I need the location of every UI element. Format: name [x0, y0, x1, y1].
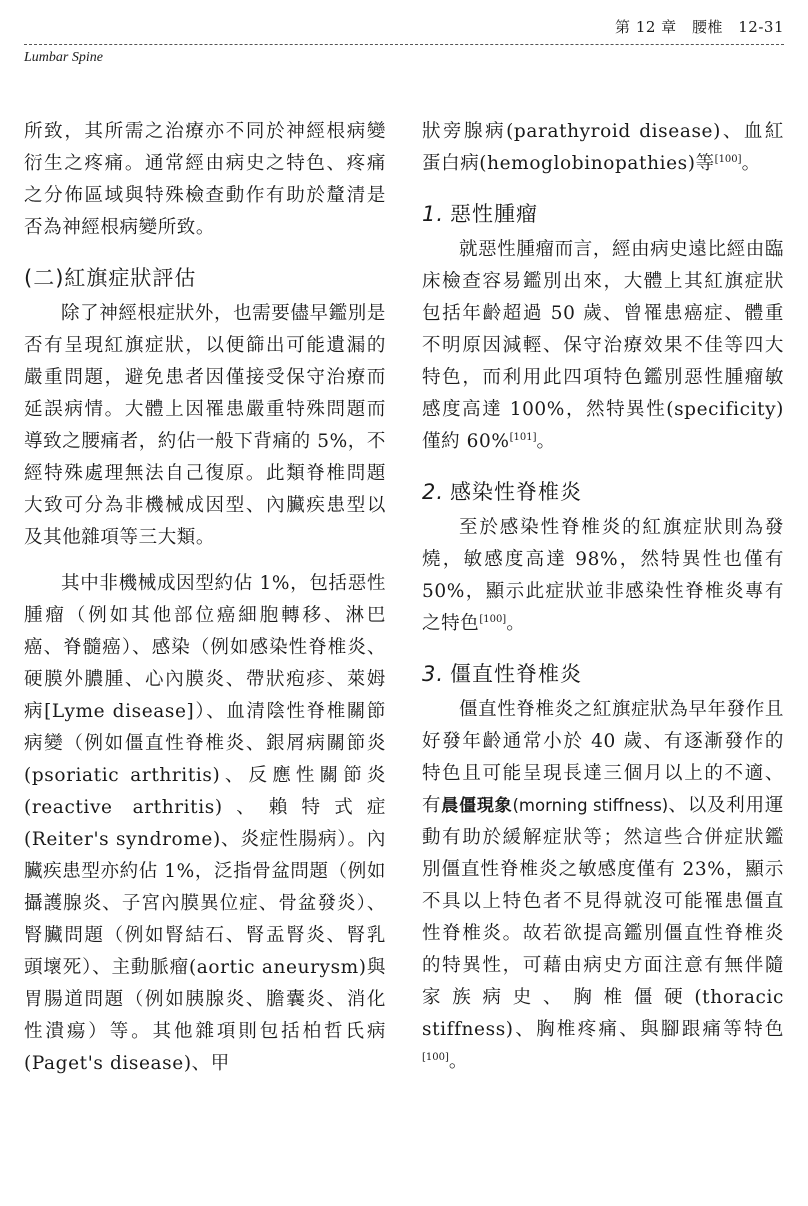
paragraph-ankylosing: 僵直性脊椎炎之紅旗症狀為早年發作且好發年齡通常小於 40 歲、有逐漸發作的特色且可能呈現長達三個月以上的不適、有晨僵現象(morning stiffness)、以及利用運動有助於緩解症狀等；然這些合併症狀鑑別僵直性脊椎炎之敏感度僅有 23%，顯示不具以上特色者不見得就沒可能罹患僵直性脊椎炎。故若欲提高鑑別僵直性脊椎炎的特異性，可藉由病史方面注意有無伴隨家族病史、胸椎僵硬(thoracic stiffness)、胸椎疼痛、與腳跟痛等特色[100]。	[422, 699, 784, 1072]
chapter-title: 腰椎	[691, 18, 723, 36]
paragraph-categories: 其中非機械成因型約佔 1%，包括惡性腫瘤（例如其他部位癌細胞轉移、淋巴癌、脊髓癌）、感染（例如感染性脊椎炎、硬膜外膿腫、心內膜炎、帶狀疱疹、萊姆病[Lyme disease]）、血清陰性脊椎關節病變（例如僵直性脊椎炎、銀屑病關節炎(psoriatic arthritis)、反應性關節炎(reactive arthritis)、賴特式症(Reiter's syndrome)、炎症性腸病）。內臟疾患型亦約佔 1%，泛指骨盆問題（例如攝護腺炎、子宮內膜異位症、骨盆發炎）、腎臟問題（例如腎結石、腎盂腎炎、腎乳頭壞死）、主動脈瘤(aortic aneurysm)與胃腸道問題（例如胰腺炎、膽囊炎、消化性潰瘍）等。其他雜項則包括柏哲氏病(Paget's disease)、甲	[24, 573, 386, 1074]
citation: [100]	[479, 614, 507, 625]
chapter-number: 第 12 章	[615, 18, 677, 36]
bold-term: 晨僵現象	[441, 796, 513, 816]
paragraph-continuation-right: 狀旁腺病(parathyroid disease)、血紅蛋白病(hemoglobinopathies)等[100]。	[422, 121, 784, 174]
section-heading-red-flag: (二)紅旗症狀評估	[24, 266, 197, 290]
page-number: 12-31	[738, 18, 784, 36]
subsection-heading-malignancy: 1. 惡性腫瘤	[422, 202, 539, 226]
spacer	[422, 180, 784, 194]
paragraph-infection: 至於感染性脊椎炎的紅旗症狀則為發燒，敏感度高達 98%，然特異性也僅有 50%，顯示此症狀並非感染性脊椎炎專有之特色[100]。	[422, 517, 784, 634]
paragraph-malignancy: 就惡性腫瘤而言，經由病史遠比經由臨床檢查容易鑑別出來，大體上其紅旗症狀包括年齡超過 50 歲、曾罹患癌症、體重不明原因減輕、保守治療效果不佳等四大特色，而利用此四項特色鑑別惡性腫瘤敏感度高達 100%，然特異性(specificity)僅約 60%[101]。	[422, 239, 784, 452]
citation: [100]	[422, 1052, 449, 1063]
paragraph-red-flag-intro: 除了神經根症狀外，也需要儘早鑑別是否有呈現紅旗症狀，以便篩出可能遺漏的嚴重問題，避免患者因僅接受保守治療而延誤病情。大體上因罹患嚴重特殊問題而導致之腰痛者，約佔一般下背痛的 5%，不經特殊處理無法自己復原。此類脊椎問題大致可分為非機械成因型、內臟疾患型以及其他雜項等三大類。	[24, 303, 386, 548]
spacer	[422, 640, 784, 654]
subsection-heading-infection: 2. 感染性脊椎炎	[422, 480, 583, 504]
citation: [101]	[509, 432, 537, 443]
citation: [100]	[714, 154, 742, 165]
spacer	[24, 244, 386, 258]
spacer	[422, 458, 784, 472]
page-header	[24, 16, 784, 65]
left-column	[24, 116, 386, 1080]
subsection-heading-ankylosing: 3. 僵直性脊椎炎	[422, 662, 583, 686]
header-divider	[24, 44, 784, 45]
paragraph-continuation: 所致，其所需之治療亦不同於神經根病變衍生之疼痛。通常經由病史之特色、疼痛之分佈區域與特殊檢查動作有助於釐清是否為神經根病變所致。	[24, 121, 386, 238]
spacer	[24, 554, 386, 568]
header-chapter-line	[24, 16, 784, 37]
right-column	[422, 116, 784, 1078]
running-title: Lumbar Spine	[24, 50, 103, 65]
